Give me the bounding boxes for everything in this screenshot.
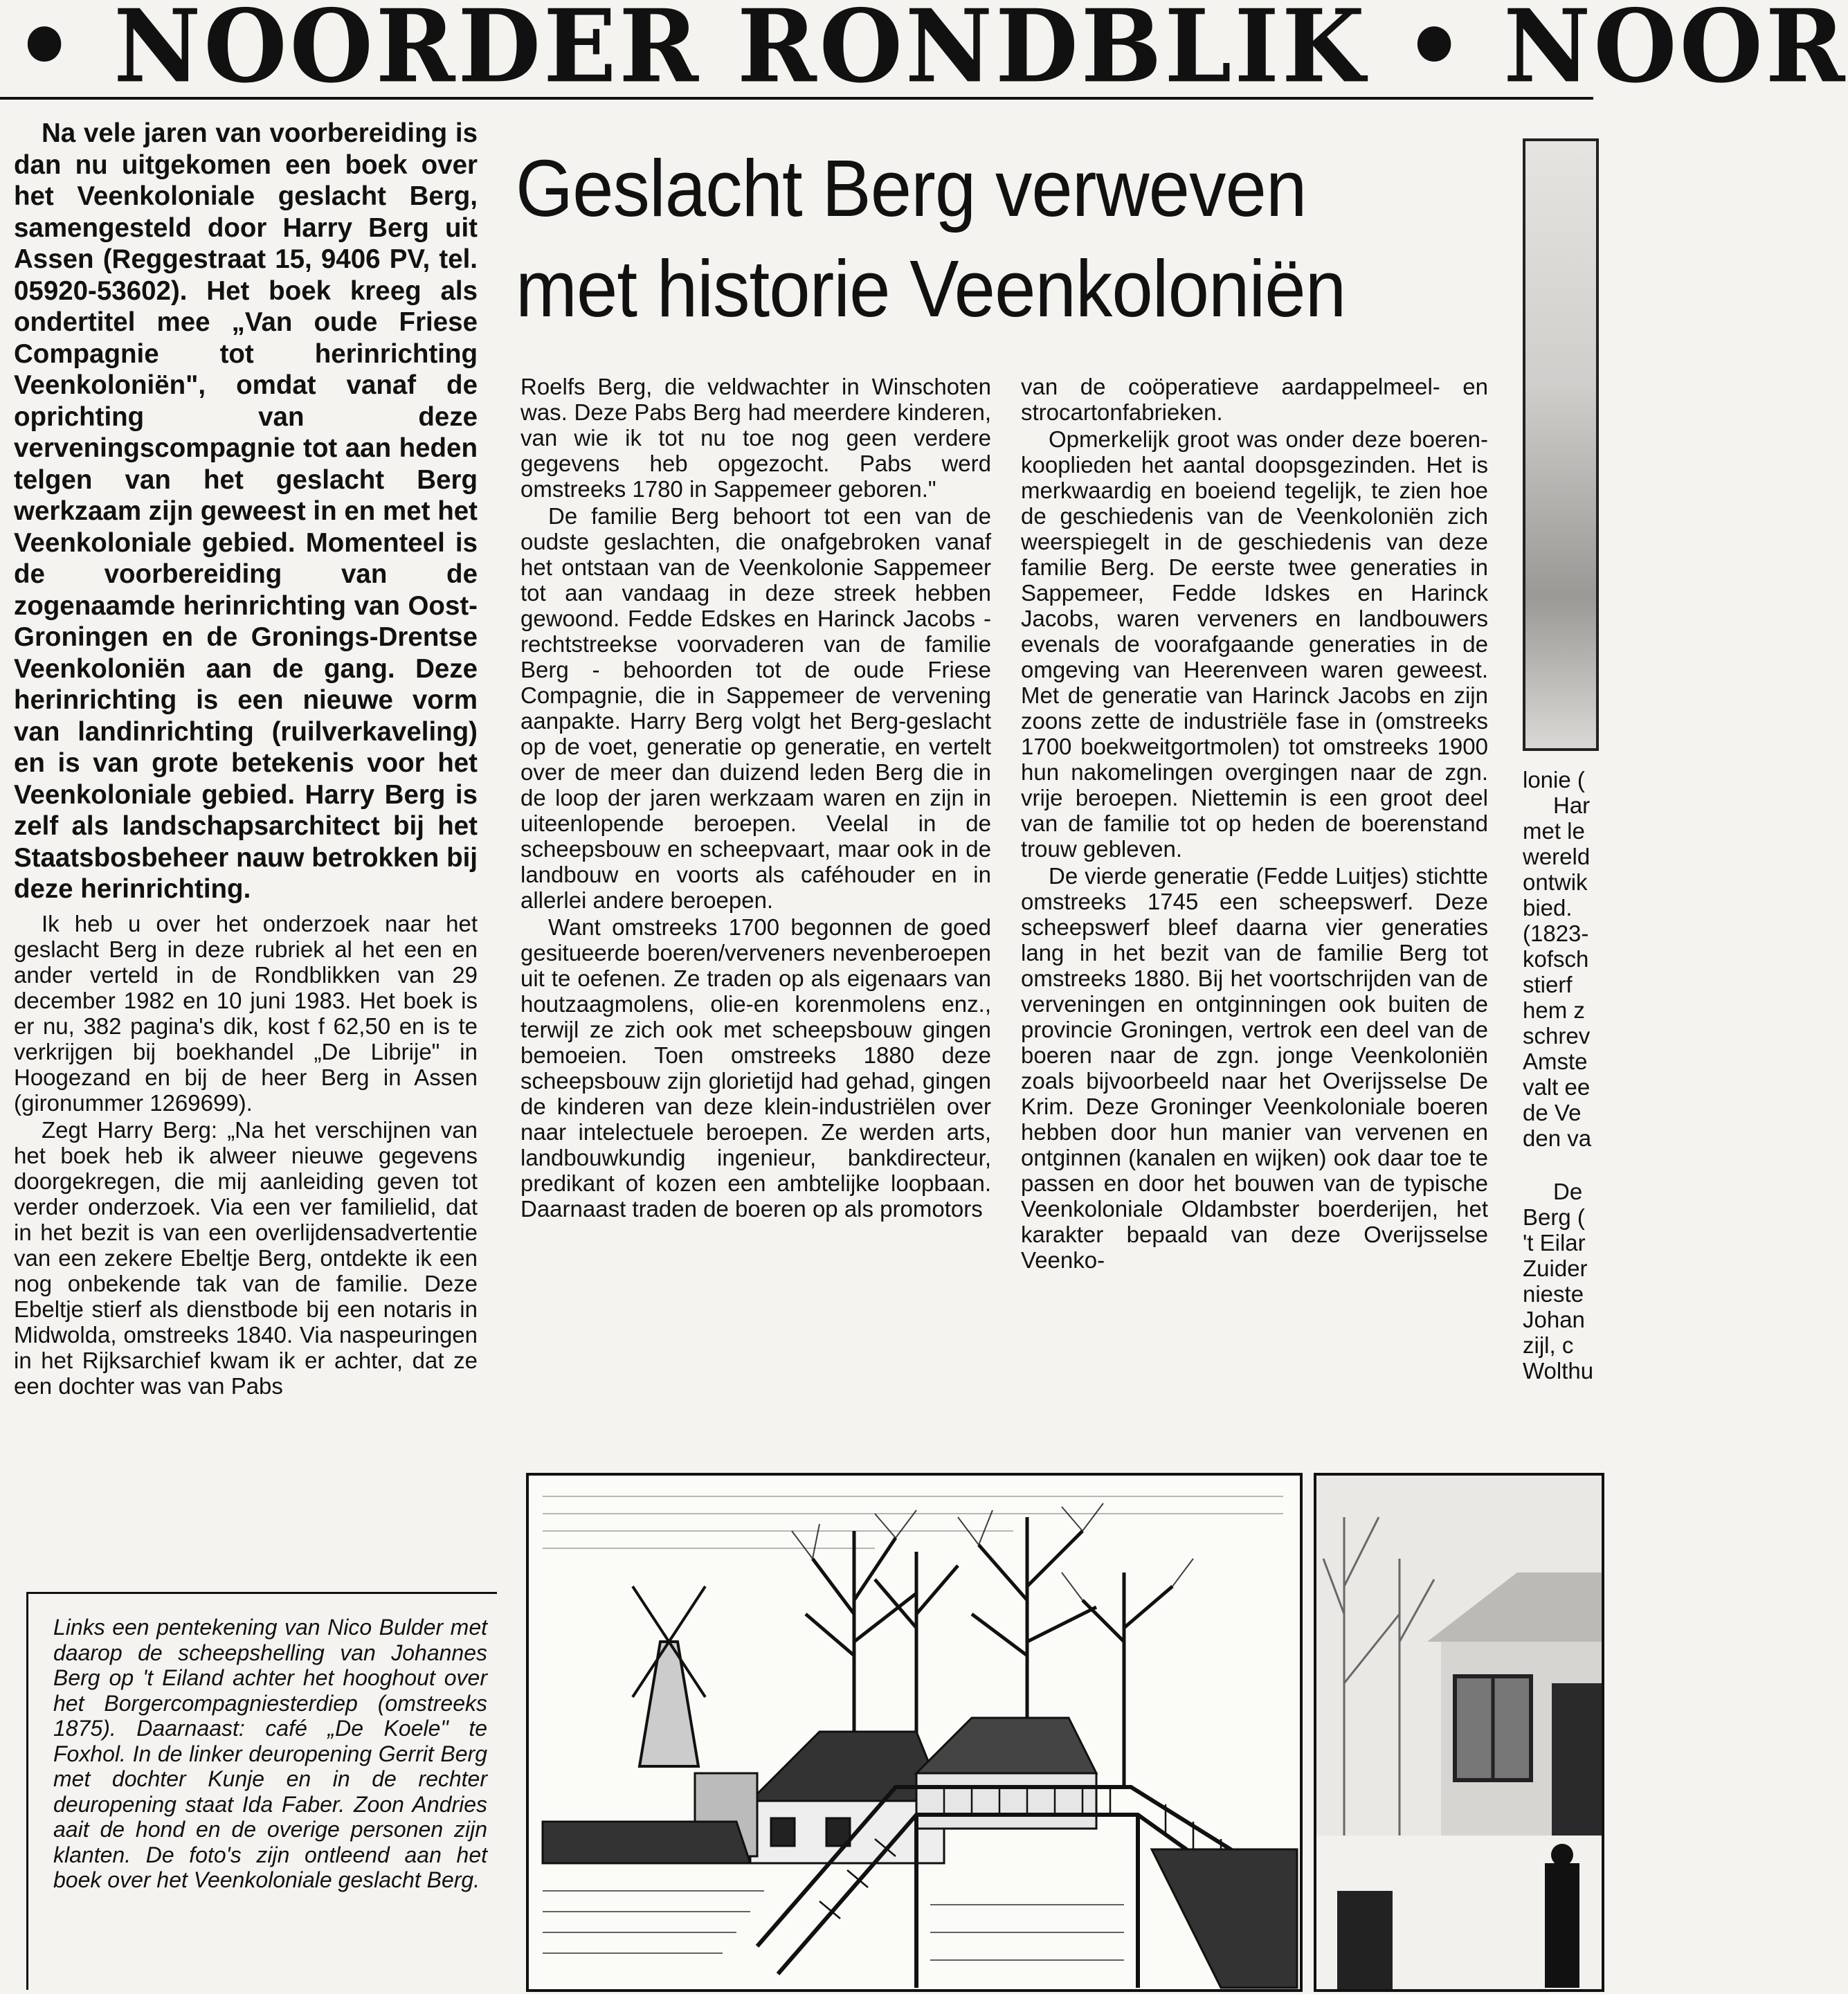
pen-drawing — [526, 1473, 1303, 1992]
right-paragraph-3: De vierde generatie (Fedde Luitjes) stichtte omstreeks 1745 een scheepswerf. Deze scheepswerf bleef daarna vier generaties lang in het bezit van de familie Berg tot omstreeks 1880. Bij het voortschrijden van de verveningen en ontginningen ook buiten de provincie Groningen, vertrok een deel van de boeren naar de zgn. jonge Veenkoloniën zoals bijvoorbeeld naar het Overijsselse De Krim. Deze Groninger Veenkoloniale boeren hebben door hun manier van vervenen en ontginnen (kanalen en wijken) ook daar toe te passen en door het bouwen van de typische Veenkoloniale Oldambster boerderijen, het karakter bepaald van deze Overijsselse Veenko- — [1021, 863, 1488, 1273]
far-fragment: schrev — [1523, 1023, 1591, 1049]
middle-paragraph-3: Want omstreeks 1700 begonnen de goed gesitueerde boeren/verveners nevenberoepen uit te oefenen. Ze traden op als eigenaars van houtzaagmolens, olie-en korenmolens enz., terwijl ze zich ook met scheepsbouw gingen bemoeien. Toen omstreeks 1880 deze scheepsbouw zijn glorietijd had gehad, gingen de kinderen van deze klein-industriëlen over naar intelectuele beroepen. Ze werden arts, landbouwkundig ingenieur, bankdirecteur, predikant of kozen een ambtelijke loopbaan. Daarnaast traden de boeren op als promotors — [520, 914, 991, 1222]
middle-paragraph-2: De familie Berg behoort tot een van de oudste geslachten, die onafgebroken vanaf het ontstaan van de Veenkolonie Sappemeer tot aan vandaag in deze streek hebben gewoond. Fedde Edskes en Harinck Jacobs - rechtstreekse voorvaderen van de familie Berg - behoorden tot de oude Friese Compagnie, die in Sappemeer de vervening aanpakte. Harry Berg volgt het Berg-geslacht op de voet, generatie op generatie, en vertelt over de meer dan duizend leden Berg die in de loop der jaren werkzaam waren en zijn in uiteenlopende beroepen. Veelal in de scheepsbouw en scheepvaart, maar ook in de landbouw en voorts als caféhouder en in allerlei andere beroepen. — [520, 503, 991, 913]
far-fragment: De — [1553, 1179, 1583, 1204]
caption-text: Links een pentekening van Nico Bulder met daarop de scheepshelling van Johannes Berg op 't Eiland achter het hooghout over het Borgercompagniesterdiep (omstreeks 1875). Daarnaast: café „De Koele" te Foxhol. In de linker deuropening Gerrit Berg met dochter Kunje en in de rechter deuropening staat Ida Faber. Zoon Andries aait de hond en de overige personen zijn klanten. De foto's zijn ontleend aan het boek over het Veenkoloniale geslacht Berg. — [53, 1615, 487, 1892]
intro-paragraph-2: Zegt Harry Berg: „Na het verschijnen van het boek heb ik alweer nieuwe gegevens doorgekregen, die mij aanleiding geven tot verder onderzoek. Via een ver familielid, dat in het bezit is van een overlijdensadvertentie van een zekere Ebeltje Berg, ontdekte ik een nog onbekende tak van de familie. Deze Ebeltje stierf als dienstbode bij een notaris in Midwolda, omstreeks 1840. Via naspeuringen in het Rijksarchief kwam ik er achter, dat ze een dochter was van Pabs — [14, 1116, 478, 1399]
far-fragment: wereld — [1523, 844, 1591, 869]
middle-paragraph-1: Roelfs Berg, die veldwachter in Winschoten was. Deze Pabs Berg had meerdere kinderen, van wie ik tot nu toe nog geen verdere gegevens heb opgezocht. Pabs werd omstreeks 1780 in Sappemeer geboren." — [520, 374, 991, 502]
intro-column — [14, 118, 478, 1564]
article-column-middle — [520, 374, 991, 1402]
far-fragment: de Ve — [1523, 1100, 1582, 1125]
far-fragment: stierf — [1523, 972, 1573, 997]
right-paragraph-1: van de coöperatieve aardappelmeel- en strocartonfabrieken. — [1021, 374, 1488, 425]
far-fragment: kofsch — [1523, 946, 1589, 972]
photo-top-right — [1523, 138, 1599, 751]
far-fragment: 't Eilar — [1523, 1230, 1586, 1256]
far-fragment: Wolthu — [1523, 1358, 1594, 1384]
article-column-right — [1021, 374, 1488, 1402]
far-fragment: (1823- — [1523, 921, 1589, 946]
headline — [516, 138, 1420, 339]
far-fragment: nieste — [1523, 1281, 1584, 1307]
far-fragment: lonie ( — [1523, 767, 1585, 792]
masthead-title: • NOORDER RONDBLIK • NOOR — [14, 0, 1848, 106]
photo-caption — [26, 1592, 497, 1990]
far-fragment: met le — [1523, 818, 1585, 844]
far-fragment: zijl, c — [1523, 1332, 1574, 1358]
article-column-far-right — [1523, 767, 1599, 1390]
far-fragment: Har — [1553, 792, 1591, 818]
masthead — [0, 0, 1848, 106]
headline-line-1: Geslacht Berg verweven — [516, 143, 1307, 233]
right-paragraph-2: Opmerkelijk groot was onder deze boeren-kooplieden het aantal doopsgezinden. Het is merkwaardig en boeiend tegelijk, te zien hoe de geschiedenis van de Veenkoloniën zich weerspiegelt in de geschiedenis van deze familie Berg. De eerste twee generaties in Sappemeer, Fedde Idskes en Harinck Jacobs, waren verveners en landbouwers evenals de voorafgaande generaties in de omgeving van Heerenveen waren geweest. Met de generatie van Harinck Jacobs en zijn zoons zette de industriële fase in (omstreeks 1700 boekweitgortmolen) tot omstreeks 1900 hun nakomelingen overgingen naar de zgn. vrije beroepen. Niettemin is een groot deel van de familie tot op heden de boerenstand trouw gebleven. — [1021, 426, 1488, 862]
far-fragment: Amste — [1523, 1049, 1588, 1074]
intro-lead-paragraph: Na vele jaren van voorbereiding is dan nu uitgekomen een boek over het Veenkoloniale geslacht Berg, samengesteld door Harry Berg uit Assen (Reggestraat 15, 9406 PV, tel. 05920-53602). Het boek kreeg als ondertitel mee „Van oude Friese Compagnie tot herinrichting Veenkoloniën", omdat vanaf de oprichting van deze verveningscompagnie tot aan heden telgen van het geslacht Berg werkzaam zijn geweest in en met het Veenkoloniale gebied. Momenteel is de voorbereiding van de zogenaamde herinrichting van Oost-Groningen en de Gronings-Drentse Veenkoloniën aan de gang. Deze herinrichting is een nieuwe vorm van landinrichting (ruilverkaveling) en is van grote betekenis voor het Veenkoloniale gebied. Harry Berg is zelf als landschapsarchitect bij het Staatsbosbeheer nauw betrokken bij deze herinrichting. — [14, 118, 478, 904]
intro-paragraph-1: Ik heb u over het onderzoek naar het geslacht Berg in deze rubriek al het een en ander verteld in de Rondblikken van 29 december 1982 en 10 juni 1983. Het boek is er nu, 382 pagina's dik, kost f 62,50 en is te verkrijgen bij boekhandel „De Librije" in Hoogezand en bij de heer Berg in Assen (gironummer 1269699). — [14, 910, 478, 1116]
far-fragment: Johan — [1523, 1307, 1585, 1332]
headline-line-2: met historie Veenkoloniën — [516, 244, 1346, 334]
far-fragment: den va — [1523, 1125, 1592, 1151]
far-fragment: ontwik — [1523, 869, 1588, 895]
far-fragment: bied. — [1523, 895, 1573, 921]
far-fragment: hem z — [1523, 997, 1585, 1023]
far-fragment: Berg ( — [1523, 1204, 1585, 1230]
far-fragment: Zuider — [1523, 1256, 1588, 1281]
photo-cafe-de-koele — [1314, 1473, 1604, 1992]
far-fragment: valt ee — [1523, 1074, 1591, 1100]
